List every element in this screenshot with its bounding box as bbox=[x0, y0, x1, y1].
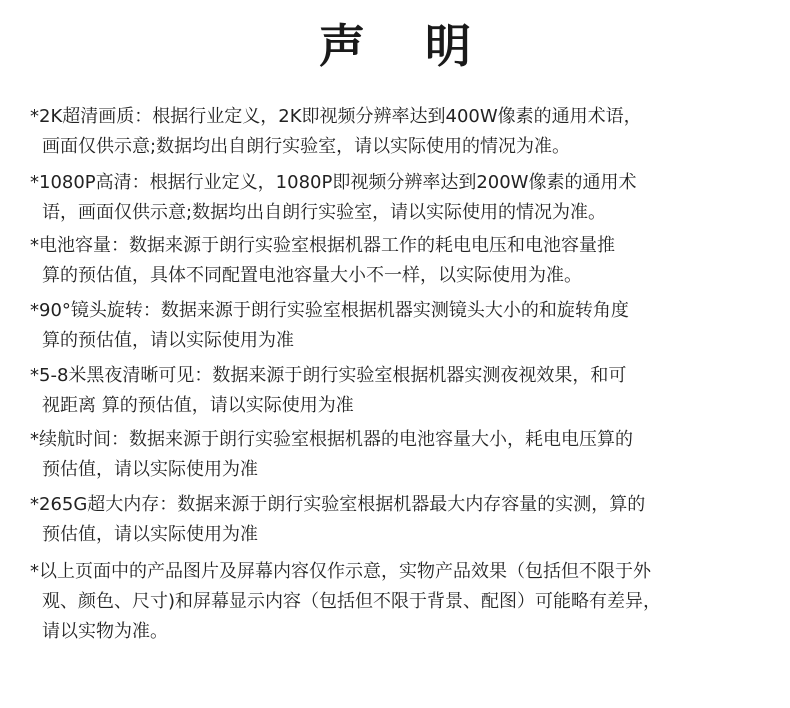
note-line: 观、颜色、尺寸)和屏幕显示内容（包括但不限于背景、配图）可能略有差异， bbox=[42, 591, 662, 612]
note-line: *1080P高清：根据行业定义，1080P即视频分辨率达到200W像素的通用术 bbox=[30, 172, 637, 193]
note-line: 预估值，请以实际使用为准 bbox=[42, 459, 258, 480]
disclaimer-1080p bbox=[30, 168, 636, 228]
disclaimer-2k bbox=[30, 102, 642, 162]
disclaimer-battery-capacity bbox=[30, 231, 615, 291]
note-line: *2K超清画质：根据行业定义，2K即视频分辨率达到400W像素的通用术语， bbox=[30, 106, 642, 127]
note-line: 预估值，请以实际使用为准 bbox=[42, 524, 258, 545]
disclaimer-storage bbox=[30, 490, 645, 550]
note-line: 算的预估值，请以实际使用为准 bbox=[42, 330, 294, 351]
note-line: *以上页面中的产品图片及屏幕内容仅作示意，实物产品效果（包括但不限于外 bbox=[30, 561, 651, 582]
note-line: 请以实物为准。 bbox=[42, 621, 168, 642]
note-line: *电池容量：数据来源于朗行实验室根据机器工作的耗电电压和电池容量推 bbox=[30, 235, 615, 256]
note-line: *265G超大内存：数据来源于朗行实验室根据机器最大内存容量的实测，算的 bbox=[30, 494, 646, 515]
page-title: 声 明 bbox=[318, 19, 493, 73]
note-line: 语，画面仅供示意;数据均出自朗行实验室，请以实际使用的情况为准。 bbox=[42, 202, 607, 223]
disclaimer-product-images bbox=[30, 557, 661, 647]
disclaimer-lens-rotation bbox=[30, 296, 629, 356]
note-line: 算的预估值，具体不同配置电池容量大小不一样，以实际使用为准。 bbox=[42, 265, 582, 286]
note-line: 视距离 算的预估值，请以实际使用为准 bbox=[42, 395, 354, 416]
note-line: 画面仅供示意;数据均出自朗行实验室，请以实际使用的情况为准。 bbox=[42, 136, 571, 157]
note-line: *90°镜头旋转：数据来源于朗行实验室根据机器实测镜头大小的和旋转角度 bbox=[30, 300, 629, 321]
note-line: *5-8米黑夜清晰可见：数据来源于朗行实验室根据机器实测夜视效果，和可 bbox=[30, 365, 627, 386]
disclaimer-battery-life bbox=[30, 425, 633, 485]
disclaimer-night-vision bbox=[30, 361, 626, 421]
note-line: *续航时间：数据来源于朗行实验室根据机器的电池容量大小，耗电电压算的 bbox=[30, 429, 633, 450]
